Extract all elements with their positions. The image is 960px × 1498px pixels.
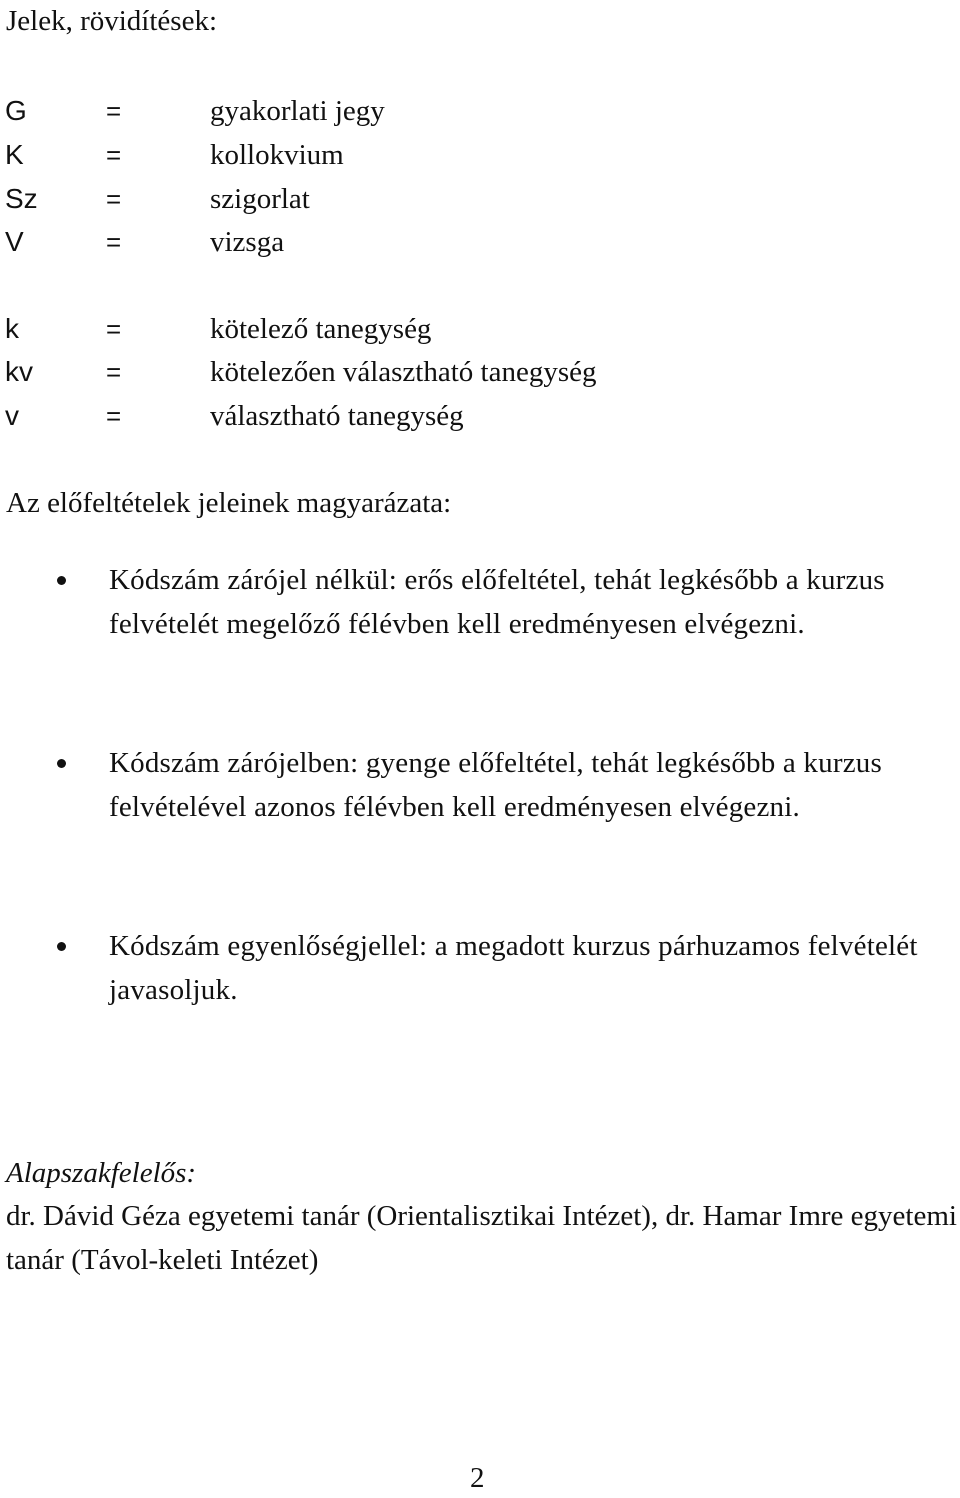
abbreviation-value: kollokvium [210, 139, 344, 171]
abbreviation-key: G [5, 95, 27, 126]
list-item-text: Kódszám egyenlőségjellel: a megadott kurzus párhuzamos felvételét javasoljuk. [109, 930, 918, 1006]
equals-sign: = [106, 96, 122, 126]
bullet-icon [57, 942, 66, 951]
abbreviation-key: K [5, 139, 24, 170]
equals-sign: = [106, 401, 122, 431]
equals-sign: = [106, 314, 122, 344]
page-heading: Jelek, rövidítések: [6, 5, 218, 37]
abbreviation-key: V [5, 226, 24, 257]
equals-sign: = [106, 140, 122, 170]
page-number: 2 [470, 1462, 485, 1494]
prerequisites-title: Az előfeltételek jeleinek magyarázata: [6, 487, 452, 519]
responsible-text: dr. Dávid Géza egyetemi tanár (Orientalisztikai Intézet), dr. Hamar Imre egyetemi tanár (Távol-keleti Intézet) [6, 1200, 957, 1276]
abbreviation-value: vizsga [210, 226, 285, 258]
abbreviation-key: Sz [5, 183, 38, 214]
equals-sign: = [106, 357, 122, 387]
abbreviation-value: gyakorlati jegy [210, 95, 385, 127]
responsible-label: Alapszakfelelős: [6, 1157, 197, 1189]
equals-sign: = [106, 227, 122, 257]
abbreviation-value: kötelezően választható tanegység [210, 356, 597, 388]
abbreviation-value: választható tanegység [210, 400, 464, 432]
abbreviation-value: kötelező tanegység [210, 313, 432, 345]
bullet-icon [57, 576, 66, 585]
equals-sign: = [106, 184, 122, 214]
abbreviation-key: v [5, 400, 19, 431]
abbreviation-value: szigorlat [210, 183, 310, 215]
list-item-text: Kódszám zárójel nélkül: erős előfeltétel, tehát legkésőbb a kurzus felvételét megelőző félévben kell eredményesen elvégezni. [109, 564, 885, 640]
list-item-text: Kódszám zárójelben: gyenge előfeltétel, tehát legkésőbb a kurzus felvételével azonos félévben kell eredményesen elvégezni. [109, 747, 882, 823]
abbreviation-key: k [5, 313, 19, 344]
abbreviation-key: kv [5, 356, 33, 387]
bullet-icon [57, 759, 66, 768]
